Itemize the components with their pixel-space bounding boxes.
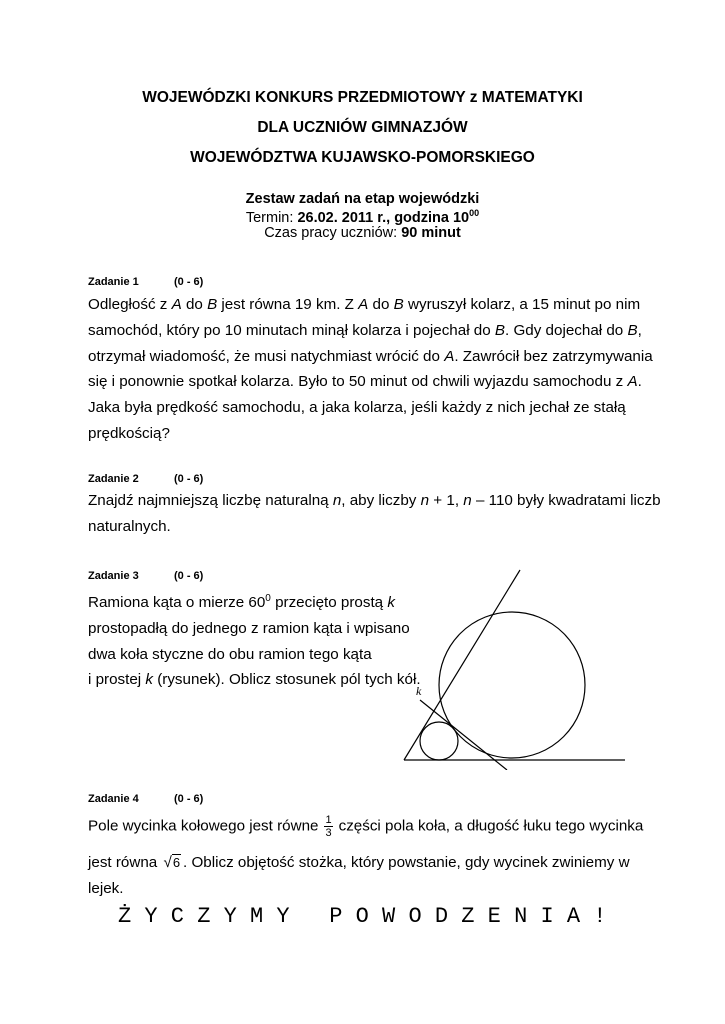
task-4-points: (0 - 6) [174,793,204,805]
task-3-header [88,570,204,582]
task-1-points: (0 - 6) [174,276,204,288]
task-3-text [88,586,421,693]
task-3-line-1: Ramiona kąta o mierze $60^0$ przecięto prostą k [88,593,395,612]
task-3-line-3: dwa koła styczne do obu ramion tego kąta [88,645,372,663]
task-4-line-1: Pole wycinka kołowego jest równe $\frac{1}{3}$ części pola koła, a długość łuku tego wycinka [88,814,644,839]
header-line-2: DLA UCZNIÓW GIMNAZJÓW [257,119,468,136]
degree-sup: 0 [265,593,271,604]
angle-circles-figure [395,560,635,770]
task-2-points: (0 - 6) [174,473,204,485]
angle-upper-ray [404,570,520,760]
header-line-3: WOJEWÓDZTWA KUJAWSKO-POMORSKIEGO [190,149,535,166]
termin-sup: 00 [469,208,480,218]
task-3-line-2: prostopadłą do jednego z ramion kąta i wpisano [88,619,410,637]
large-circle [439,612,585,758]
task-1-text-line-4: się i ponownie spotkał kolarza. Było to 50 minut od chwili wyjazdu samochodu z A. [88,373,642,391]
task-1-text-line-6: prędkością? [88,424,170,442]
task-2-label: Zadanie 2 [88,473,139,485]
header-line-1: WOJEWÓDZKI KONKURS PRZEDMIOTOWY z MATEMATYKI [142,89,583,106]
line-k-label: k [416,684,422,698]
task-1-text-line-5: Jaka była prędkość samochodu, a jaka kolarza, jeśli każdy z nich jechał ze stałą [88,399,626,417]
task-2-header [88,473,204,485]
czas-value: 90 minut [401,225,461,241]
task-2-text-line-1: Znajdź najmniejszą liczbę naturalną n, aby liczby n + 1, n – 110 były kwadratami liczb [88,492,661,509]
info-termin [0,208,725,226]
task-1-label: Zadanie 1 [88,276,139,288]
info-czas [0,225,725,241]
info-title: Zestaw zadań na etap wojewódzki [245,191,480,207]
task-4-line-2: jest równa √6 . Oblicz objętość stożka, który powstanie, gdy wycinek zwiniemy w [88,854,630,871]
task-1-text-line-3: otrzymał wiadomość, że musi natychmiast wrócić do A. Zawrócił bez zatrzymywania [88,347,653,365]
sqrt-six: √6 [163,854,181,871]
task-4-line-3: lejek. [88,880,124,897]
task-3-line-4: i prostej k (rysunek). Oblicz stosunek pól tych kół. [88,671,421,689]
task-2-text [88,488,661,540]
task-1-text-line-2: samochód, który po 10 minutach minął kolarza i pojechał do B. Gdy dojechał do B, [88,321,642,339]
fraction-one-third: $\frac{1}{3}$ [325,814,332,839]
closing-wish: Ż Y C Z Y M Y P O W O D Z E N I A ! [118,904,607,929]
termin-label: Termin: [245,209,298,226]
task-1-text [88,292,653,447]
czas-label: Czas pracy uczniów: [264,225,402,241]
task-1-header [88,276,204,288]
task-2-text-line-2: naturalnych. [88,517,171,535]
task-1-text-line-1: Odległość z A do B jest równa 19 km. Z A do B wyruszył kolarz, a 15 minut po nim [88,296,641,313]
task-4-label: Zadanie 4 [88,793,139,805]
task-3-label: Zadanie 3 [88,570,139,582]
task-4-header [88,793,204,805]
task-3-points: (0 - 6) [174,570,204,582]
termin-value: 26.02. 2011 r., godzina 10 [297,209,470,226]
